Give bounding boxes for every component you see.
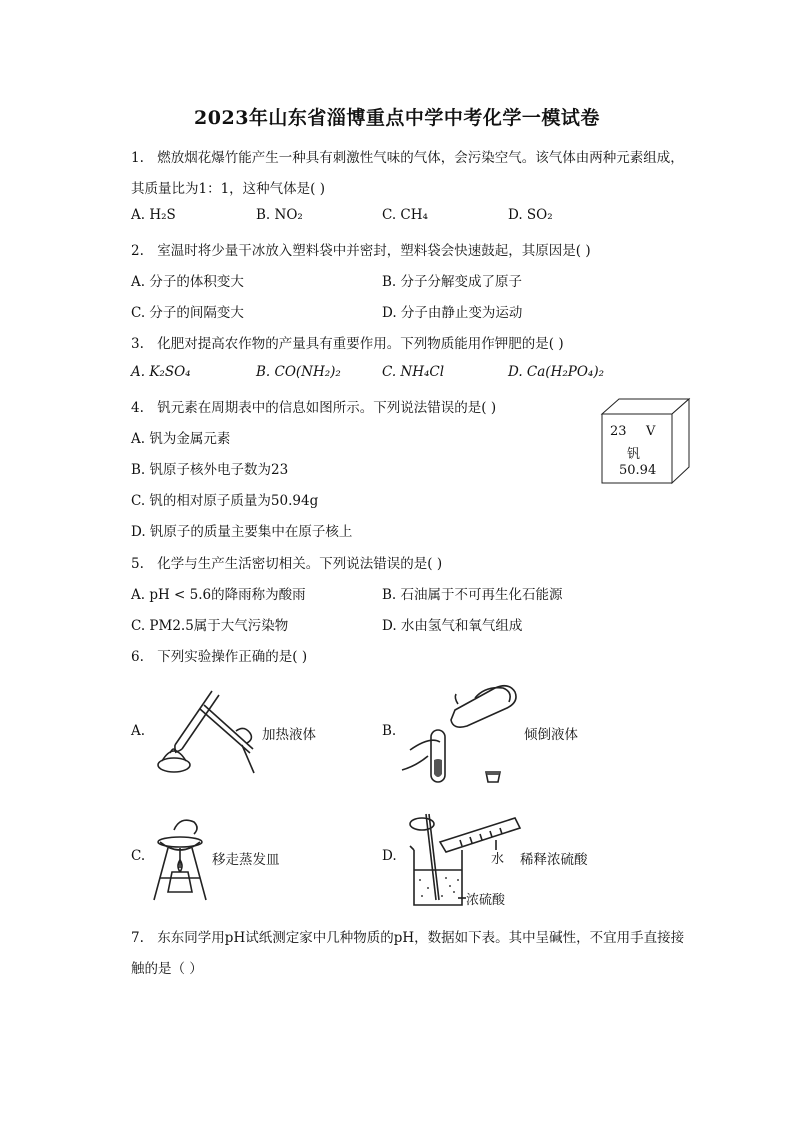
element-symbol: V (646, 424, 656, 439)
question-6-number: 6. (131, 649, 144, 665)
question-1-option-a: A. H₂S (131, 207, 176, 223)
question-2-option-a: A. 分子的体积变大 (131, 274, 244, 290)
question-4-line-1 (131, 396, 496, 416)
question-1-stem: 燃放烟花爆竹能产生一种具有刺激性气味的气体，会污染空气。该气体由两种元素组成， (157, 150, 684, 166)
question-2-stem: 室温时将少量干冰放入塑料袋中并密封，塑料袋会快速鼓起，其原因是( ) (157, 243, 591, 259)
pouring-liquid-illustration (400, 670, 525, 790)
question-3-number: 3. (131, 336, 144, 352)
figure-a-caption: 加热液体 (262, 727, 316, 743)
figure-d-water-label: 水 (491, 852, 505, 867)
figure-c-letter: C. (131, 848, 146, 864)
question-1-option-b: B. NO₂ (256, 207, 303, 223)
question-1-number: 1. (131, 150, 144, 166)
question-3-stem: 化肥对提高农作物的产量具有重要作用。下列物质能用作钾肥的是( ) (157, 336, 564, 352)
question-2-line-1 (131, 239, 591, 259)
question-4-option-d: D. 钒原子的质量主要集中在原子核上 (131, 524, 353, 540)
question-2-option-d: D. 分子由静止变为运动 (382, 305, 523, 321)
question-3-line-1 (131, 332, 564, 352)
page-title: 2023年山东省淄博重点中学中考化学一模试卷 (194, 107, 600, 129)
question-4-stem: 钒元素在周期表中的信息如图所示。下列说法错误的是( ) (157, 400, 497, 416)
question-7-number: 7. (131, 930, 144, 946)
question-7-stem: 东东同学用pH试纸测定家中几种物质的pH，数据如下表。其中呈碱性，不宜用手直接接 (157, 930, 685, 946)
question-5-option-a: A. pH < 5.6的降雨称为酸雨 (131, 587, 306, 603)
evaporating-dish-illustration (148, 808, 210, 903)
question-3-option-c: C. NH₄Cl (382, 364, 445, 380)
figure-d-acid-label: 浓硫酸 (466, 893, 506, 908)
question-4-option-c: C. 钒的相对原子质量为50.94g (131, 493, 319, 509)
question-5-option-c: C. PM2.5属于大气污染物 (131, 618, 289, 634)
question-7-line-1 (131, 926, 684, 946)
question-4-number: 4. (131, 400, 144, 416)
question-2-number: 2. (131, 243, 144, 259)
question-4-option-a: A. 钒为金属元素 (131, 431, 231, 447)
element-atomic-mass: 50.94 (619, 463, 657, 478)
question-1-line-2: 其质量比为1：1，这种气体是( ) (131, 181, 326, 197)
question-6-line-1 (131, 645, 307, 665)
figure-b-caption: 倾倒液体 (524, 727, 578, 743)
question-3-option-a: A. K₂SO₄ (131, 364, 191, 380)
question-5-number: 5. (131, 556, 144, 572)
figure-b-letter: B. (382, 723, 397, 739)
question-4-option-b: B. 钒原子核外电子数为23 (131, 462, 289, 478)
question-7-line-2: 触的是（ ） (131, 961, 203, 977)
figure-c-caption: 移走蒸发皿 (212, 852, 280, 868)
question-3-option-d: D. Ca(H₂PO₄)₂ (508, 364, 604, 380)
heating-liquid-illustration (150, 683, 260, 778)
figure-d-letter: D. (382, 848, 397, 864)
question-3-option-b: B. CO(NH₂)₂ (256, 364, 341, 380)
question-5-option-b: B. 石油属于不可再生化石能源 (382, 587, 563, 603)
figure-a-letter: A. (131, 723, 146, 739)
question-1-option-d: D. SO₂ (508, 207, 553, 223)
element-atomic-number: 23 (610, 424, 627, 439)
element-name: 钒 (627, 447, 641, 462)
figure-d-caption: 稀释浓硫酸 (520, 852, 588, 868)
question-1-line-1 (131, 146, 684, 166)
question-5-line-1 (131, 552, 442, 572)
question-6-stem: 下列实验操作正确的是( ) (157, 649, 308, 665)
question-2-option-b: B. 分子分解变成了原子 (382, 274, 523, 290)
question-5-option-d: D. 水由氢气和氧气组成 (382, 618, 523, 634)
question-5-stem: 化学与生产生活密切相关。下列说法错误的是( ) (157, 556, 443, 572)
question-1-option-c: C. CH₄ (382, 207, 428, 223)
dilution-illustration (400, 800, 525, 910)
question-2-option-c: C. 分子的间隔变大 (131, 305, 244, 321)
